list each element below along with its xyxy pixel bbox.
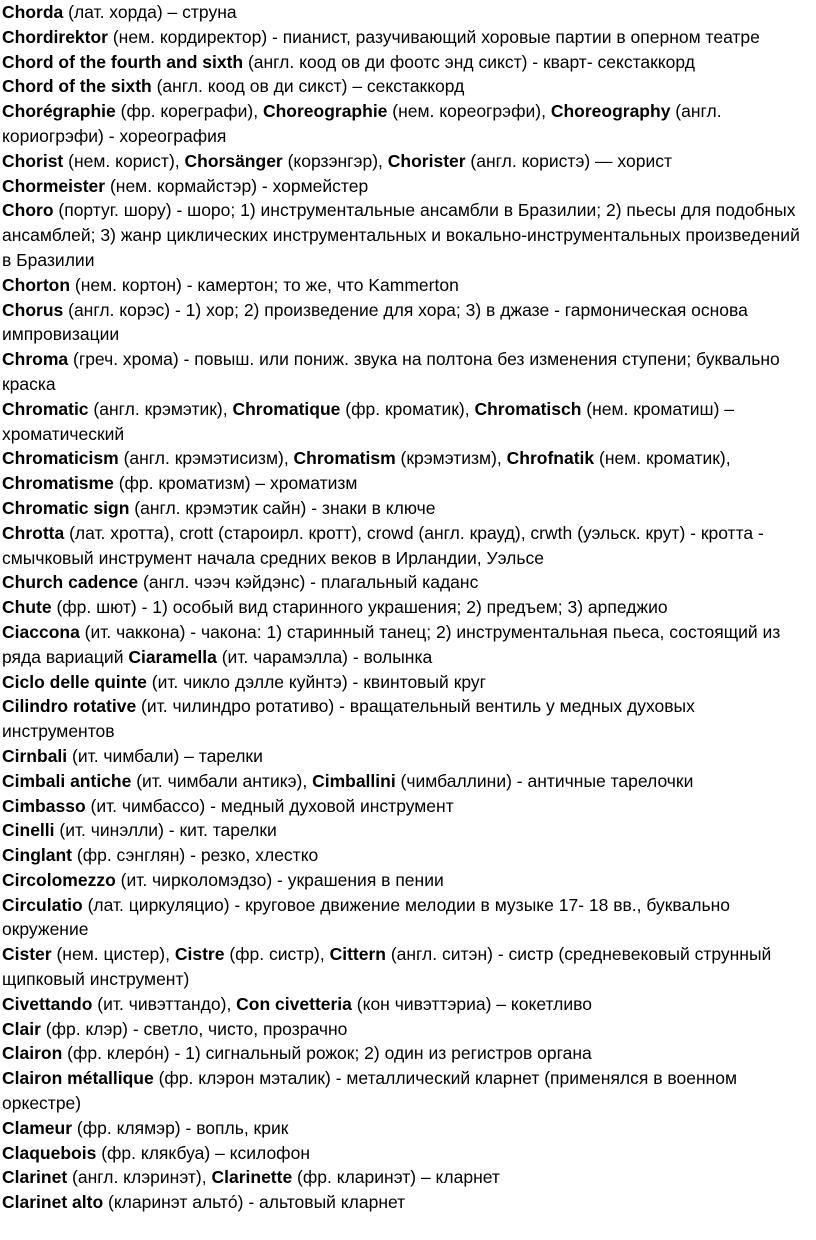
dictionary-entry bbox=[2, 868, 810, 893]
entry-term: Clarinette bbox=[211, 1167, 293, 1188]
dictionary-entry bbox=[2, 347, 810, 397]
entry-definition: (фр. корегрaфи), bbox=[115, 101, 263, 122]
dictionary-entry bbox=[2, 1066, 810, 1116]
entry-term: Cinelli bbox=[2, 820, 55, 841]
entry-term: Chorist bbox=[2, 150, 64, 171]
entry-definition: (нем. кордиректор) - пианист, разучивающий хоровые партии в оперном театре bbox=[107, 26, 760, 47]
dictionary-entry bbox=[2, 298, 810, 348]
entry-definition: (англ. крэмэтик), bbox=[88, 398, 233, 419]
dictionary-entry bbox=[2, 794, 810, 819]
entry-definition: (крэмэтизм), bbox=[395, 448, 507, 469]
entry-definition: (англ. користэ) — хорист bbox=[465, 150, 672, 171]
dictionary-entry bbox=[2, 769, 810, 794]
dictionary-entry bbox=[2, 1041, 810, 1066]
entry-definition: (чимбаллини) - античные тарелочки bbox=[395, 770, 694, 791]
entry-term: Clairon métallique bbox=[2, 1068, 154, 1089]
dictionary-entry bbox=[2, 620, 810, 670]
entry-definition: (ит. чилиндро ротативо) - вращательный вентиль у медных духовых инструментов bbox=[2, 696, 695, 742]
entry-term: Chorister bbox=[387, 150, 466, 171]
document-page bbox=[2, 0, 810, 1215]
dictionary-entry bbox=[2, 25, 810, 50]
entry-term: Cimbali antiche bbox=[2, 770, 132, 791]
entry-term: Chorda bbox=[2, 2, 64, 22]
entry-definition: (ит. чивэттандо), bbox=[92, 993, 237, 1014]
entry-term: Con civetteria bbox=[236, 993, 352, 1014]
dictionary-entry bbox=[2, 1017, 810, 1042]
entry-term: Cimbasso bbox=[2, 795, 86, 816]
entry-definition: (фр. сэнглян) - резко, хлестко bbox=[72, 845, 319, 866]
entry-definition: (ит. чинэлли) - кит. тарелки bbox=[54, 820, 277, 841]
entry-term: Cittern bbox=[329, 944, 386, 965]
entry-term: Choro bbox=[2, 200, 54, 221]
entry-term: Chromatique bbox=[232, 398, 341, 419]
entry-definition: (нем. кроматиш) – хроматический bbox=[2, 398, 735, 444]
entry-definition: (лат. хорда) – струна bbox=[63, 2, 237, 22]
entry-definition: (ит. чимбали) – тарелки bbox=[67, 745, 263, 766]
entry-term: Chorus bbox=[2, 299, 64, 320]
entry-definition: (лат. циркуляцио) - круговое движение мелодии в музыке 17- 18 вв., буквально окружение bbox=[2, 894, 730, 940]
entry-term: Chorégraphie bbox=[2, 101, 116, 122]
entry-term: Clarinet bbox=[2, 1167, 68, 1188]
entry-definition: (нем. кормайстэр) - хормейстер bbox=[105, 175, 369, 196]
entry-term: Chord of the sixth bbox=[2, 76, 152, 97]
entry-term: Church cadence bbox=[2, 572, 139, 593]
entry-term: Civettando bbox=[2, 993, 93, 1014]
entry-definition: (англ. коод ов ди фоотс энд сикст) - кварт- секстаккорд bbox=[243, 51, 695, 72]
dictionary-entry bbox=[2, 595, 810, 620]
dictionary-entry bbox=[2, 1165, 810, 1190]
entry-definition: (англ. кориогрэфи) - хореография bbox=[2, 101, 722, 146]
entry-term: Clarinet alto bbox=[2, 1192, 104, 1213]
entry-definition: (фр. клякбуа) – ксилофон bbox=[96, 1142, 310, 1163]
entry-term: Chute bbox=[2, 597, 52, 618]
entry-term: Choreography bbox=[550, 101, 671, 122]
entry-term: Chroma bbox=[2, 349, 69, 370]
entry-term: Chrotta bbox=[2, 522, 65, 543]
entry-term: Cirnbali bbox=[2, 745, 68, 766]
entry-term: Chromatic sign bbox=[2, 497, 130, 518]
dictionary-entry bbox=[2, 198, 810, 272]
dictionary-entry bbox=[2, 744, 810, 769]
entry-definition: (ит. чаккона) - чакона: 1) старинный танец; 2) инструментальная пьеса, состоящий из ряда вариаций bbox=[2, 621, 781, 667]
dictionary-entry bbox=[2, 273, 810, 298]
entry-definition: (корзэнгэр), bbox=[282, 150, 388, 171]
entry-definition: (англ. крэмэтик сайн) - знаки в ключе bbox=[129, 497, 436, 518]
entry-definition: (греч. хрома) - повыш. или пониж. звука на полтона без изменения ступени; буквально краска bbox=[2, 349, 780, 394]
dictionary-entry bbox=[2, 74, 810, 99]
entry-definition: (фр. клэрон мэталик) - металлический кларнет (применялся в военном оркестре) bbox=[2, 1068, 738, 1114]
entry-definition: (ит. чарамэлла) - волынка bbox=[216, 646, 433, 667]
entry-term: Ciaramella bbox=[128, 646, 217, 667]
entry-definition: (англ. ситэн) - систр (средневековый струнный щипковый инструмент) bbox=[2, 944, 772, 990]
entry-definition: (фр. шют) - 1) особый вид старинного украшения; 2) предъем; 3) арпеджио bbox=[51, 597, 668, 618]
entry-term: Chordirektor bbox=[2, 26, 108, 47]
dictionary-entry bbox=[2, 174, 810, 199]
entry-term: Chorsänger bbox=[184, 150, 283, 171]
dictionary-entry bbox=[2, 992, 810, 1017]
dictionary-entry bbox=[2, 670, 810, 695]
entry-definition: (нем. кроматик), bbox=[594, 448, 731, 469]
entry-definition: (нем. кортон) - камертон; то же, что Kammerton bbox=[70, 274, 459, 295]
entry-term: Clameur bbox=[2, 1117, 73, 1138]
dictionary-entry bbox=[2, 1190, 810, 1215]
entry-definition: (фр. клямэр) - вопль, крик bbox=[72, 1117, 289, 1138]
dictionary-entry bbox=[2, 0, 810, 25]
entry-definition: (фр. систр), bbox=[224, 944, 330, 965]
entry-term: Ciclo delle quinte bbox=[2, 671, 147, 692]
entry-definition: (ит. чимбассо) - медный духовой инструмент bbox=[85, 795, 454, 816]
entry-definition: (португ. шору) - шоро; 1) инструментальные ансамбли в Бразилии; 2) пьесы для подобных ансамблей; 3) жанр циклических инструментальных и вокально-инструментальных произведений в Бразилии bbox=[2, 200, 800, 270]
entry-term: Ciaccona bbox=[2, 621, 80, 642]
entry-term: Chorton bbox=[2, 274, 71, 295]
dictionary-entry bbox=[2, 50, 810, 75]
entry-definition: (кон чивэттэриа) – кокетливо bbox=[351, 993, 592, 1014]
dictionary-entry bbox=[2, 1141, 810, 1166]
entry-definition: (нем. цистер), bbox=[51, 944, 175, 965]
dictionary-entry bbox=[2, 893, 810, 943]
entry-term: Chromatism bbox=[293, 448, 396, 469]
entry-definition: (англ. корэс) - 1) хор; 2) произведение для хора; 3) в джазе - гармоническая основа импровизации bbox=[2, 299, 748, 345]
entry-definition: (англ. чээч кэйдэнс) - плагальный каданс bbox=[138, 572, 479, 593]
entry-term: Cimballini bbox=[312, 770, 396, 791]
dictionary-entry bbox=[2, 818, 810, 843]
entry-term: Cistre bbox=[174, 944, 225, 965]
entry-term: Chromatisme bbox=[2, 473, 114, 494]
entry-definition: (ит. чикло дэлле куйнтэ) - квинтовый круг bbox=[146, 671, 487, 692]
entry-term: Circulatio bbox=[2, 894, 83, 915]
entry-definition: (англ. клэринэт), bbox=[67, 1167, 212, 1188]
entry-definition: (фр. кроматик), bbox=[340, 398, 475, 419]
dictionary-entry bbox=[2, 397, 810, 447]
entry-term: Cinglant bbox=[2, 845, 72, 866]
entry-term: Chromatic bbox=[2, 398, 89, 419]
entry-term: Chromatisch bbox=[474, 398, 582, 419]
entry-term: Chrofnatik bbox=[506, 448, 595, 469]
entry-definition: (кларинэт альтó) - альтовый кларнет bbox=[103, 1192, 406, 1213]
entry-definition: (фр. клэр) - светло, чисто, прозрачно bbox=[40, 1018, 348, 1039]
entry-definition: (нем. корист), bbox=[63, 150, 185, 171]
entry-term: Cilindro rotative bbox=[2, 696, 137, 717]
entry-term: Chord of the fourth and sixth bbox=[2, 51, 244, 72]
entry-term: Choreographie bbox=[262, 101, 388, 122]
dictionary-entry bbox=[2, 99, 810, 149]
entry-definition: (фр. клерóн) - 1) сигнальный рожок; 2) один из регистров органа bbox=[62, 1043, 592, 1064]
entry-definition: (ит. чимбали антикэ), bbox=[131, 770, 313, 791]
dictionary-entry bbox=[2, 149, 810, 174]
dictionary-entry bbox=[2, 694, 810, 744]
dictionary-entry bbox=[2, 843, 810, 868]
entry-definition: (лат. хротта), crott (староирл. кротт), crowd (англ. крауд), crwth (уэльск. крут) - кротта - смычковый инструмент начала средних веков в Ирландии, Уэльсе bbox=[2, 522, 764, 568]
entry-definition: (ит. чирколомэдзо) - украшения в пении bbox=[115, 869, 444, 890]
entry-term: Claquebois bbox=[2, 1142, 97, 1163]
entry-term: Chromaticism bbox=[2, 448, 119, 469]
dictionary-entry bbox=[2, 496, 810, 521]
dictionary-entry bbox=[2, 521, 810, 571]
dictionary-entry bbox=[2, 942, 810, 992]
entry-term: Clair bbox=[2, 1018, 41, 1039]
entry-definition: (нем. кореогрэфи), bbox=[387, 101, 551, 122]
dictionary-entry bbox=[2, 446, 810, 496]
entry-term: Chormeister bbox=[2, 175, 106, 196]
entry-definition: (фр. кроматизм) – хроматизм bbox=[113, 473, 358, 494]
dictionary-entry bbox=[2, 570, 810, 595]
entry-definition: (англ. коод ов ди сикст) – секстаккорд bbox=[151, 76, 465, 97]
dictionary-entry bbox=[2, 1116, 810, 1141]
entry-definition: (англ. крэмэтисизм), bbox=[118, 448, 294, 469]
entry-term: Clairon bbox=[2, 1043, 63, 1064]
entry-term: Circolomezzo bbox=[2, 869, 116, 890]
entry-definition: (фр. кларинэт) – кларнет bbox=[292, 1167, 500, 1188]
entry-term: Cister bbox=[2, 944, 52, 965]
